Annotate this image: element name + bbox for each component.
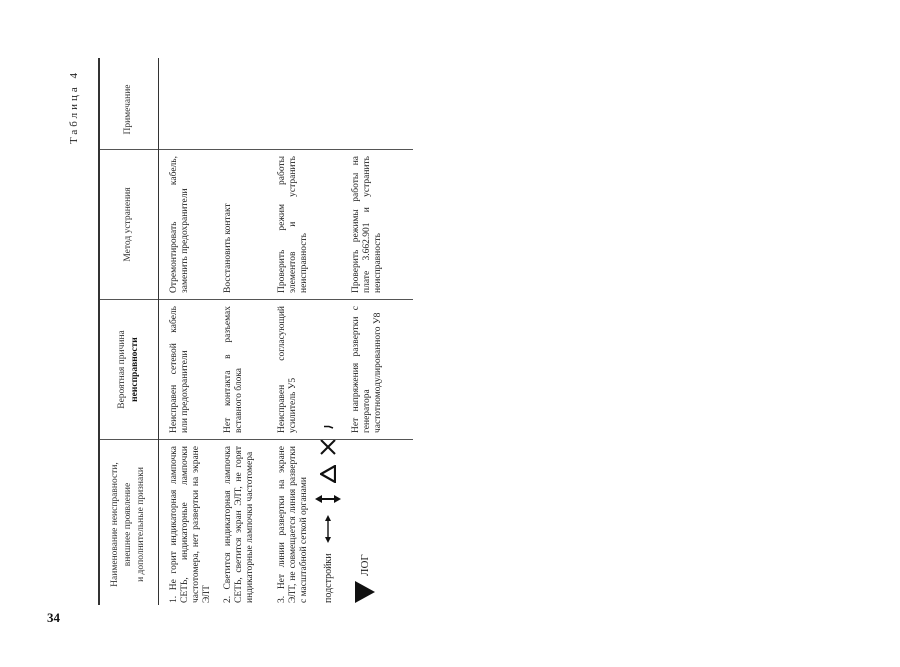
row-1-fault: 1. Не горит индикаторная лампочка СЕТЬ, индикаторные лампочки частотомера, нет развертки на экране ЭЛТ bbox=[169, 446, 212, 603]
header-fault-line-2: внешнее проявление bbox=[123, 482, 133, 567]
fault-column bbox=[159, 440, 413, 605]
header-cause-line-1: Вероятная причина bbox=[116, 330, 127, 409]
page-number: 34 bbox=[47, 610, 60, 625]
row-2-fix: Восстановить контакт bbox=[223, 203, 233, 293]
table-body bbox=[159, 58, 413, 605]
row-1-fix: Отремонтировать кабель, заменить предохранители bbox=[169, 156, 190, 293]
log-label: ЛОГ bbox=[358, 554, 371, 576]
row-2-fault: 2. Светится индикаторная лампочка СЕТЬ, светится экран ЭЛТ, не горят индикаторные лампочки частотомера bbox=[223, 446, 255, 603]
vertical-shift-arrows-icon bbox=[315, 493, 341, 505]
row-3-fault bbox=[277, 446, 375, 603]
header-fix-text: Метод устранения bbox=[123, 187, 133, 262]
row-3-cause: Неисправен согласующий усилитель У5 bbox=[277, 306, 298, 433]
header-fault-line-3: и дополнительные признаки bbox=[136, 467, 146, 582]
row-1-cause: Неисправен сетевой кабель или предохранители bbox=[169, 306, 190, 433]
horizontal-shift-arrows-icon bbox=[323, 515, 333, 543]
rotated-page bbox=[68, 58, 413, 605]
adjustment-symbols bbox=[315, 446, 341, 603]
table-title: Таблица 4 bbox=[68, 70, 80, 145]
header-fix bbox=[100, 150, 158, 300]
row-3-fault-tail: подстройки bbox=[322, 553, 334, 603]
header-fault-line-1: Наименование неисправности, bbox=[110, 462, 120, 587]
fix-column bbox=[159, 150, 413, 300]
cross-x-icon bbox=[320, 439, 336, 455]
row-3-fault-text: 3. Нет линии развертки на экране ЭЛТ, не совмещается линия развертки с масштабной сеткой органами bbox=[277, 446, 309, 603]
row-2-cause: Нет контакта в разъемах вставного блока bbox=[223, 306, 244, 433]
cause-column bbox=[159, 300, 413, 440]
table-header-row bbox=[100, 58, 158, 605]
row-3-fix-extra: Проверить режимы работы на плате 3.662.901 и устранить неисправность bbox=[351, 156, 383, 293]
row-3-cause-extra: Нет напряжения развертки с генератора частотномодулированного У8 bbox=[351, 306, 383, 433]
triangle-outline-icon bbox=[320, 465, 336, 483]
header-cause bbox=[100, 300, 158, 440]
header-fault bbox=[100, 440, 158, 605]
log-triangle-icon bbox=[355, 581, 375, 603]
fault-table bbox=[98, 58, 413, 605]
note-column bbox=[159, 70, 413, 150]
row-3-fix: Проверить режим работы элементов и устранить неисправность bbox=[277, 156, 309, 293]
log-line bbox=[355, 446, 375, 603]
header-cause-line-2: неисправности bbox=[129, 337, 140, 402]
header-note bbox=[100, 70, 158, 150]
header-note-text: Примечание bbox=[123, 84, 133, 135]
